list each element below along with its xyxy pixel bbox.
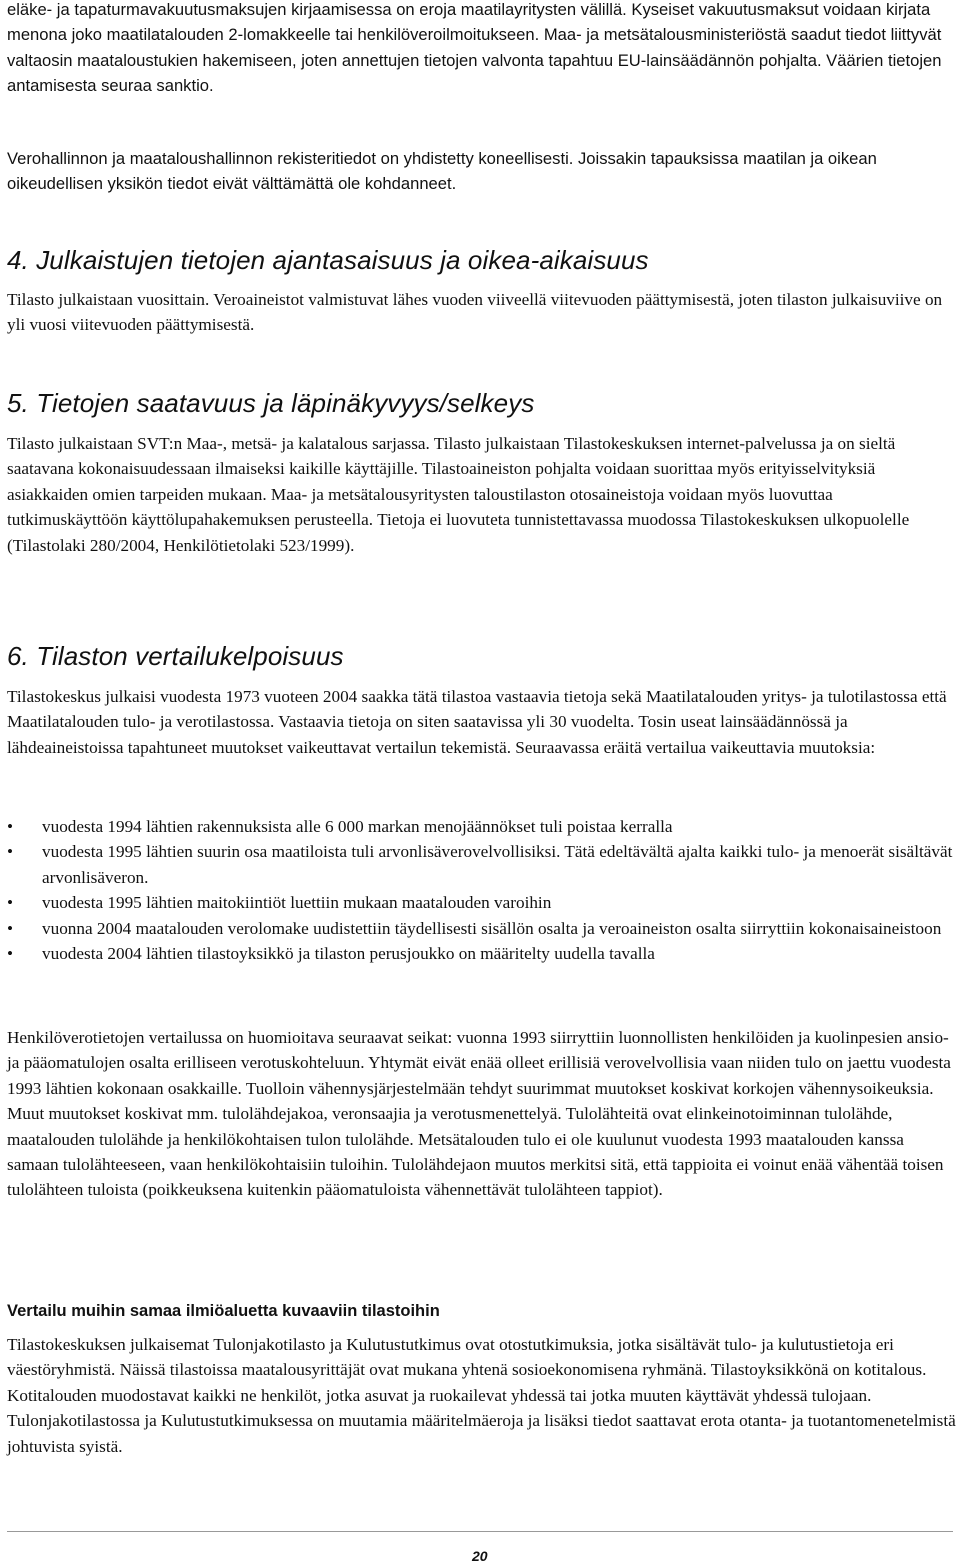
list-item-text: vuonna 2004 maatalouden verolomake uudistettiin täydellisesti sisällön osalta ja veroaineiston osalta siirryttiin kokonaisaineistoon bbox=[42, 918, 942, 938]
bullet-icon: • bbox=[7, 918, 14, 938]
list-item-text: vuodesta 2004 lähtien tilastoyksikkö ja tilaston perusjoukko on määritelty uudella tavalla bbox=[42, 944, 655, 964]
section-5-paragraph: Tilasto julkaistaan SVT:n Maa-, metsä- ja kalatalous sarjassa. Tilasto julkaistaan Tilastokeskuksen internet-palvelussa ja on sieltä saatavana kokonaisuudessaan ilmaiseksi kaikille käyttäjille. Tilastoaineiston pohjalta voidaan suorittaa myös erityisselvityksiä asiakkaiden omien tarpeiden mukaan. Maa- ja metsätalousyritysten taloustilaston otosaineistoja voidaan myös luovuttaa tutkimuskäyttöön käyttölupahakemuksen perusteella. Tietoja ei luovuteta tunnistettavassa muodossa Tilastokeskuksen ulkopuolelle (Tilastolaki 280/2004, Henkilötietolaki 523/1999). bbox=[7, 434, 910, 555]
list-item bbox=[7, 916, 957, 941]
list-item-text: vuodesta 1994 lähtien rakennuksista alle 6 000 markan menojäännökset tuli poistaa kerralla bbox=[42, 817, 673, 836]
list-item bbox=[7, 890, 957, 915]
bullet-icon: • bbox=[7, 817, 14, 836]
list-item bbox=[7, 941, 957, 966]
intro-paragraph-2: Verohallinnon ja maataloushallinnon rekisteritiedot on yhdistetty koneellisesti. Joissakin tapauksissa maatilan ja oikean oikeudellisen yksikön tiedot eivät välttämättä ole kohdanneet. bbox=[7, 149, 877, 194]
list-item bbox=[7, 839, 957, 890]
section-5-heading: 5. Tietojen saatavuus ja läpinäkyvyys/selkeys bbox=[7, 388, 535, 418]
comparison-paragraph: Tilastokeskuksen julkaisemat Tulonjakotilasto ja Kulutustutkimus ovat otostutkimuksia, jotka sisältävät tulo- ja kulutustietoja eri väestöryhmistä. Näissä tilastoissa maatalousyrittäjät ovat mukana yhtenä sosioekonomisena ryhmänä. Tilastoyksikkönä on kotitalous. Kotitalouden muodostavat kaikki ne henkilöt, jotka asuvat ja ruokailevat yhdessä tai jotka muuten käyttävät yhdessä tulojaan. Tulonjakotilastossa ja Kulutustutkimuksessa on muutamia määritelmäeroja ja lisäksi tiedot saattavat erota otanta- ja tuotantomenetelmistä johtuvista syistä. bbox=[7, 1335, 956, 1456]
section-6-paragraph-2: Henkilöverotietojen vertailussa on huomioitava seuraavat seikat: vuonna 1993 siirryttiin luonnollisten henkilöiden ja kuolinpesien ansio- ja pääomatulojen osalta erilliseen verotuskohteluun. Yhtymät eivät enää olleet erillisiä verovelvollisia vaan niiden tulo on jaettu vuodesta 1993 lähtien kokonaan osakkaille. Tuolloin vähennysjärjestelmään tehdyt suurimmat muutokset koskivat korkojen vähennysoikeuksia. Muut muutokset koskivat mm. tulolähdejakoa, veronsaajia ja verotusmenettelyä. Tulolähteitä ovat elinkeinotoiminnan tulolähde, maatalouden tulolähde ja henkilökohtaisen tulon tulolähde. Metsätalouden tulo ei ole kuulunut vuodesta 1993 maatalouden kanssa samaan tulolähteeseen, vaan henkilökohtaisiin tuloihin. Tulolähdejaon muutos merkitsi sitä, että tappioita ei voinut enää vähentää toisen tulolähteen tuloista (poikkeuksena kuitenkin pääomatuloista vähennettävät tulolähteen tappiot). bbox=[7, 1028, 951, 1200]
list-item-text: vuodesta 1995 lähtien maitokiintiöt luettiin mukaan maatalouden varoihin bbox=[42, 893, 552, 913]
footer-divider bbox=[7, 1531, 953, 1532]
section-4-paragraph: Tilasto julkaistaan vuosittain. Veroaineistot valmistuvat lähes vuoden viiveellä viitevuoden päättymisestä, joten tilaston julkaisuviive on yli vuosi viitevuoden päättymisestä. bbox=[7, 290, 943, 335]
comparison-heading: Vertailu muihin samaa ilmiöaluetta kuvaaviin tilastoihin bbox=[7, 1302, 440, 1320]
page-number: 20 bbox=[472, 1548, 488, 1564]
section-6-heading: 6. Tilaston vertailukelpoisuus bbox=[7, 641, 344, 671]
changes-bullet-list bbox=[7, 814, 957, 966]
list-item-text: vuodesta 1995 lähtien suurin osa maatiloista tuli arvonlisäverovelvollisiksi. Tätä edeltävältä ajalta kaikki tulo- ja menoerät sisältävät arvonlisäveron. bbox=[42, 842, 953, 887]
bullet-icon: • bbox=[7, 842, 14, 862]
bullet-icon: • bbox=[7, 944, 14, 964]
section-6-paragraph: Tilastokeskus julkaisi vuodesta 1973 vuoteen 2004 saakka tätä tilastoa vastaavia tietoja sekä Maatilatalouden yritys- ja tulotilastossa että Maatilatalouden tulo- ja verotilastossa. Vastaavia tietoja on siten saatavissa yli 30 vuodelta. Tosin useat lainsäädännössä ja lähdeaineistoissa tapahtuneet muutokset vaikeuttavat vertailun tekemistä. Seuraavassa eräitä vertailua vaikeuttavia muutoksia: bbox=[7, 687, 947, 757]
section-4-heading: 4. Julkaistujen tietojen ajantasaisuus ja oikea-aikaisuus bbox=[7, 245, 649, 275]
intro-paragraph-1: eläke- ja tapaturmavakuutusmaksujen kirjaamisessa on eroja maatilayritysten välillä. Kyseiset vakuutusmaksut voidaan kirjata menona joko maatilatalouden 2-lomakkeelle tai henkilöveroilmoitukseen. Maa- ja metsätalousministeriöstä saadut tiedot liittyvät valtaosin maataloustukien hakemiseen, joten annettujen tietojen valvonta tapahtuu EU-lainsäädännön pohjalta. Väärien tietojen antamisesta seuraa sanktio. bbox=[7, 0, 942, 96]
list-item bbox=[7, 814, 957, 839]
bullet-icon: • bbox=[7, 893, 14, 913]
